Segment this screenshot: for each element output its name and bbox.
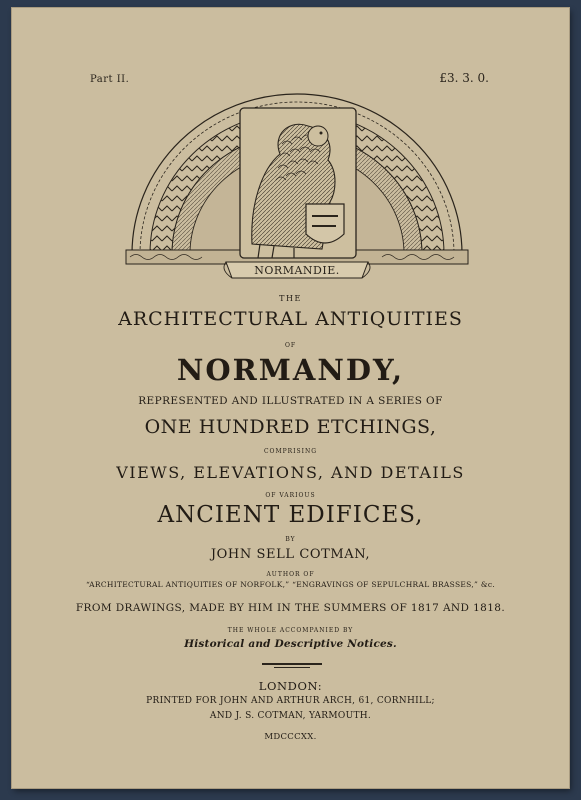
imprint-city: LONDON: (258, 679, 323, 693)
title-line-architectural-antiquities: ARCHITECTURAL ANTIQUITIES (118, 308, 463, 330)
author-works: “ARCHITECTURAL ANTIQUITIES OF NORFOLK,” “ENGRAVINGS OF SEPULCHRAL BRASSES,” &c. (85, 580, 495, 589)
tympanum-lion-illustration (122, 74, 472, 289)
imprint-printer: PRINTED FOR JOHN AND ARTHUR ARCH, 61, CORNHILL; (146, 696, 435, 706)
title-page (12, 8, 569, 788)
title-comprising: COMPRISING (263, 448, 318, 455)
title-normandy: NORMANDY, (176, 353, 405, 387)
title-of: OF (284, 342, 297, 349)
imprint-second: AND J. S. COTMAN, YARMOUTH. (209, 711, 372, 721)
title-etchings: ONE HUNDRED ETCHINGS, (144, 416, 437, 438)
title-views: VIEWS, ELEVATIONS, AND DETAILS (116, 463, 465, 482)
title-represented: REPRESENTED AND ILLUSTRATED IN A SERIES OF (138, 395, 443, 407)
emblem-scroll-label: NORMANDIE. (254, 264, 340, 277)
imprint-year: MDCCCXX. (264, 732, 317, 742)
title-of-various: OF VARIOUS (265, 492, 316, 499)
author-name: JOHN SELL COTMAN, (210, 547, 371, 562)
price-label: £3. 3. 0. (439, 71, 489, 85)
notices-line: Historical and Descriptive Notices. (184, 638, 397, 650)
title-by: BY (285, 536, 296, 543)
author-of: AUTHOR OF (266, 571, 315, 578)
part-number: Part II. (90, 74, 130, 85)
ornamental-rule-small (274, 667, 310, 668)
title-the: THE (279, 294, 302, 303)
accompanied-line: THE WHOLE ACCOMPANIED BY (227, 627, 354, 634)
title-ancient-edifices: ANCIENT EDIFICES, (157, 502, 424, 528)
ornamental-rule (262, 663, 322, 665)
drawings-line: FROM DRAWINGS, MADE BY HIM IN THE SUMMERS OF 1817 AND 1818. (75, 602, 506, 614)
